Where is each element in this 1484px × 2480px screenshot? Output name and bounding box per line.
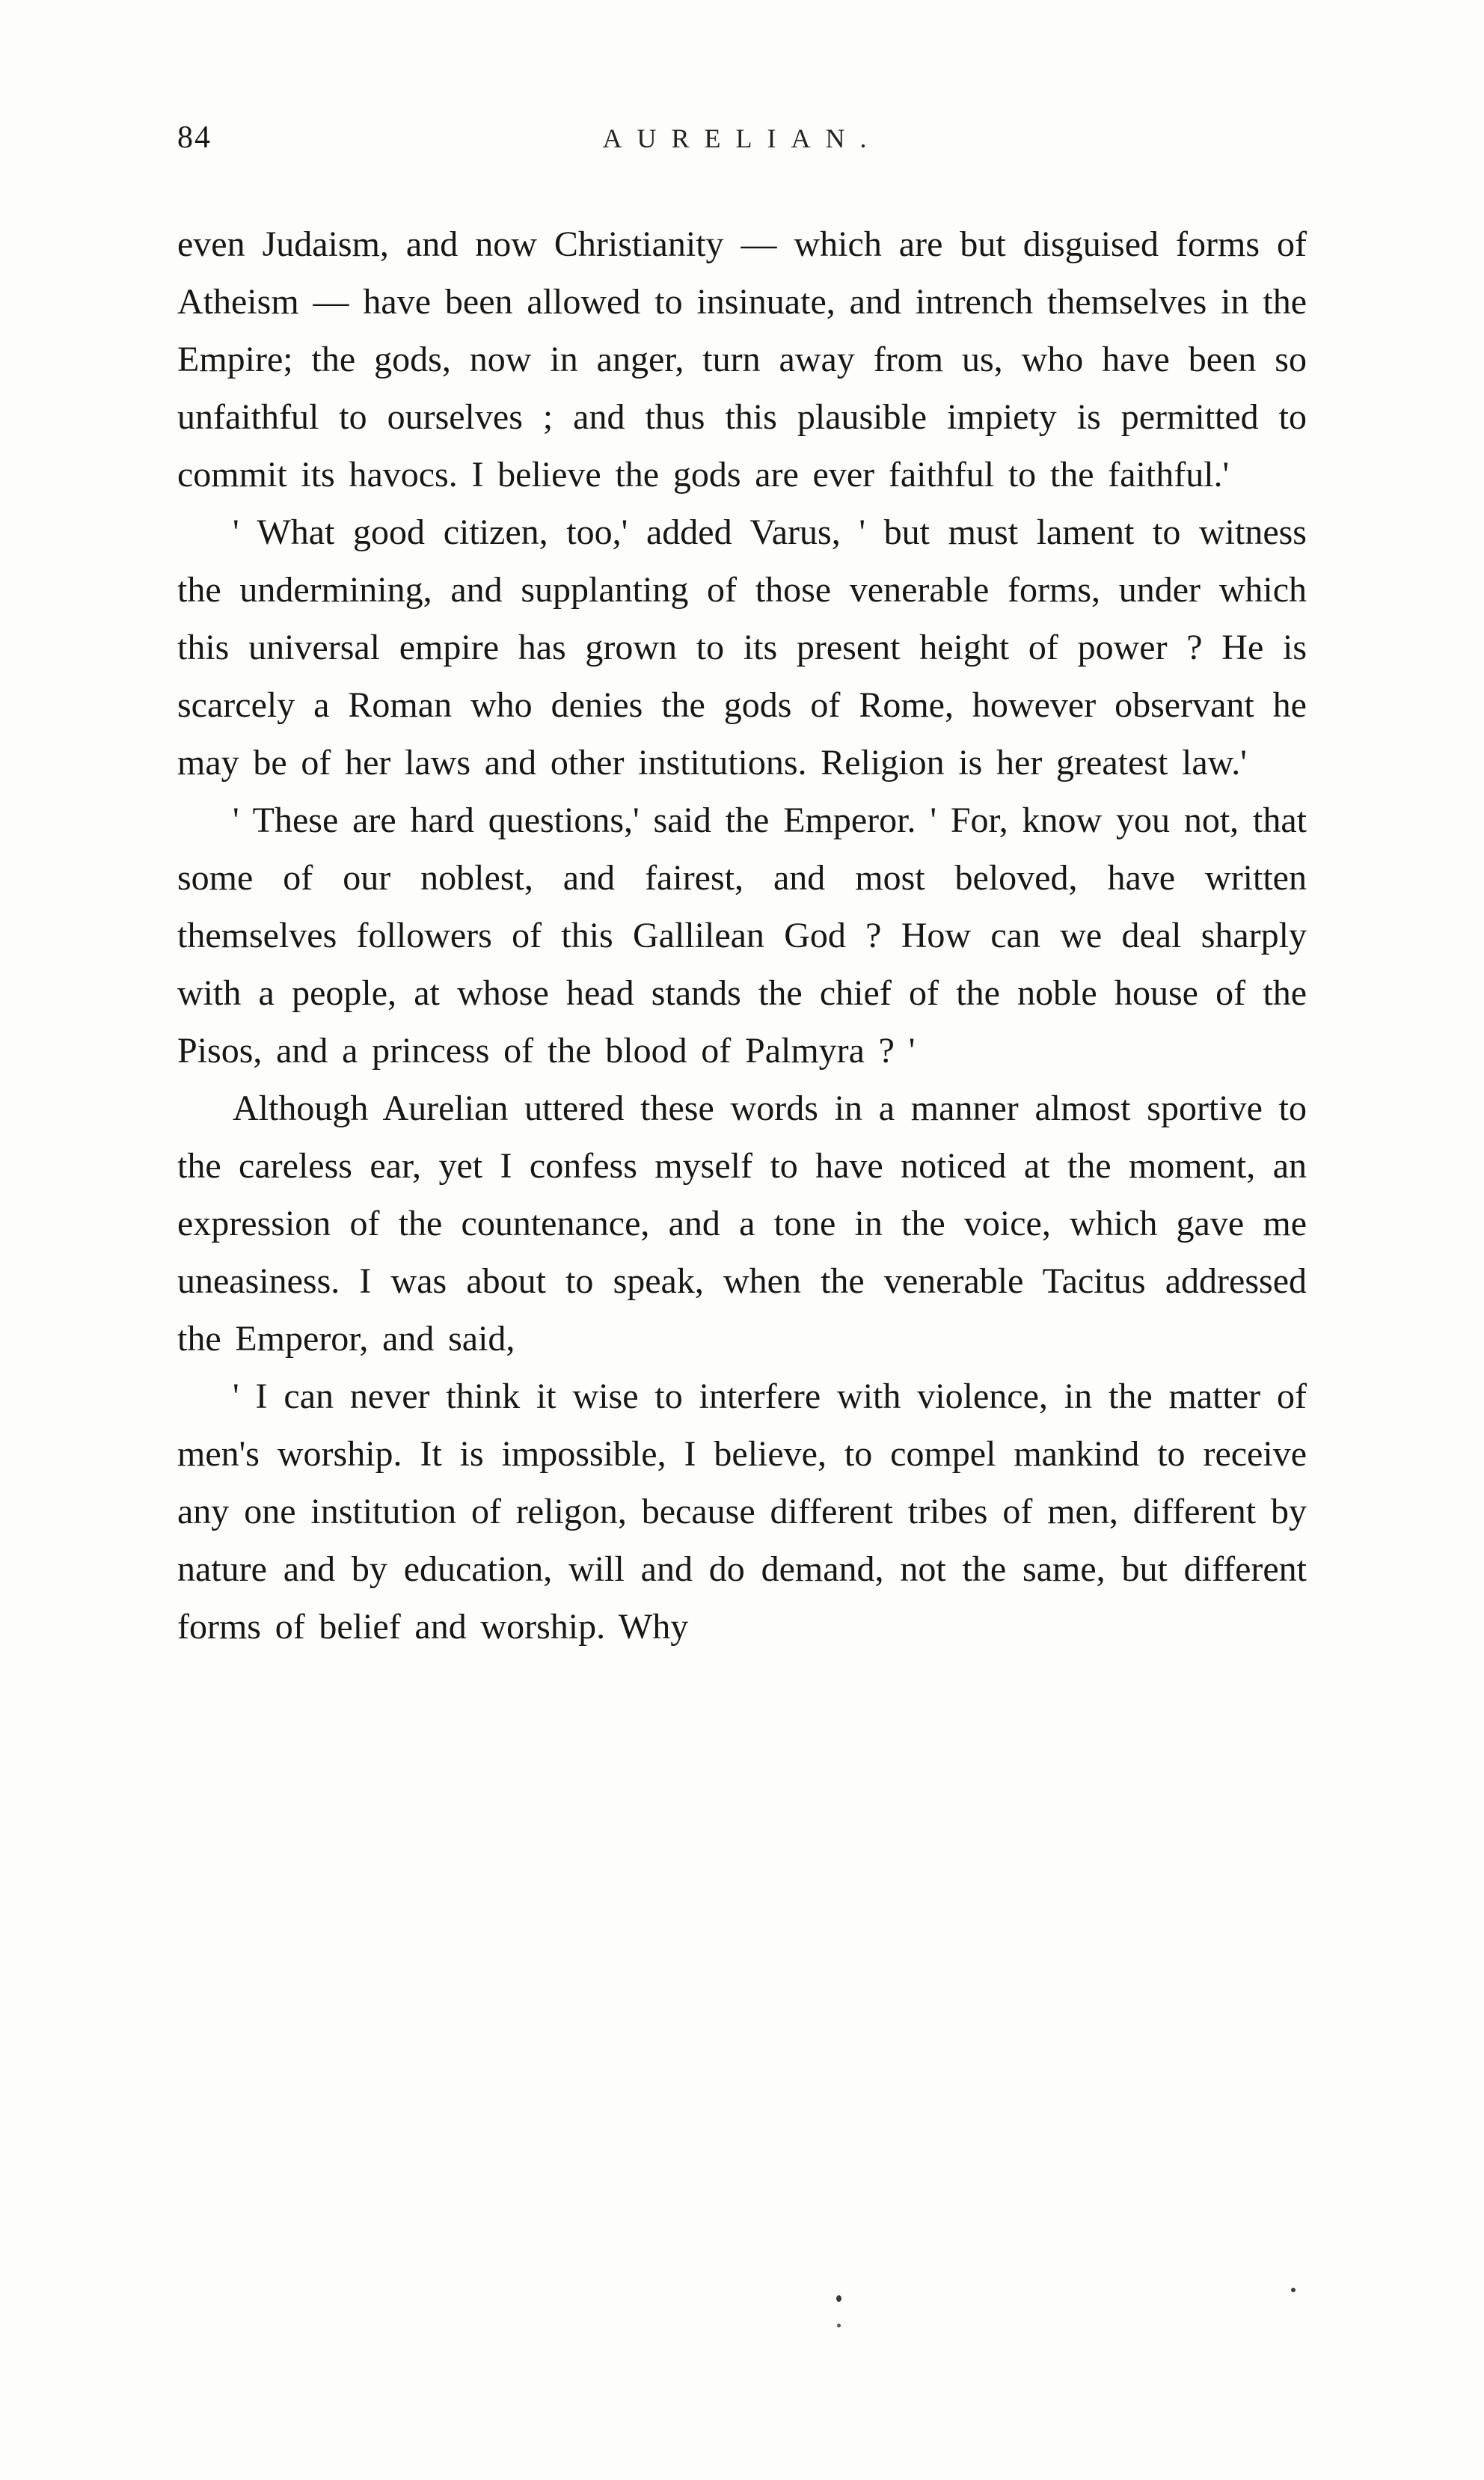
paragraph: even Judaism, and now Christianity — which are but disguised forms of Atheism — have been allowed to insinuate, and intrench themselves in the Empire; the gods, now in anger, turn away from us, who have been so unfaithful to ourselves ; and thus this plausible impiety is permitted to commit its havocs. I believe the gods are ever faithful to the faithful.' <box>177 224 1307 495</box>
paragraph: ' I can never think it wise to interfere with violence, in the matter of men's worship. It is impossible, I believe, to compel mankind to receive any one institution of religon, because different tribes of men, different by nature and by education, will and do demand, not the same, but different forms of belief and worship. Why <box>177 1377 1307 1647</box>
running-title: AURELIAN. <box>602 123 882 153</box>
page-header <box>177 120 1307 165</box>
scan-speck <box>1291 2288 1296 2292</box>
page-number: 84 <box>177 120 212 155</box>
paragraph: ' What good citizen, too,' added Varus, ' but must lament to witness the undermining, and supplanting of those venerable forms, under which this universal empire has grown to its present height of power ? He is scarcely a Roman who denies the gods of Rome, however observant he may be of her laws and other institutions. Religion is her greatest law.' <box>177 512 1307 783</box>
page-text <box>177 215 1307 1656</box>
scan-speck <box>836 2295 841 2302</box>
paragraph: Although Aurelian uttered these words in a manner almost sportive to the careless ear, yet I confess myself to have noticed at the moment, an expression of the countenance, and a tone in the voice, which gave me uneasiness. I was about to speak, when the venerable Tacitus addressed the Emperor, and said, <box>177 1089 1307 1359</box>
paragraph: ' These are hard questions,' said the Emperor. ' For, know you not, that some of our noblest, and fairest, and most beloved, have written themselves followers of this Gallilean God ? How can we deal sharply with a people, at whose head stands the chief of the noble house of the Pisos, and a princess of the blood of Palmyra ? ' <box>177 800 1307 1071</box>
